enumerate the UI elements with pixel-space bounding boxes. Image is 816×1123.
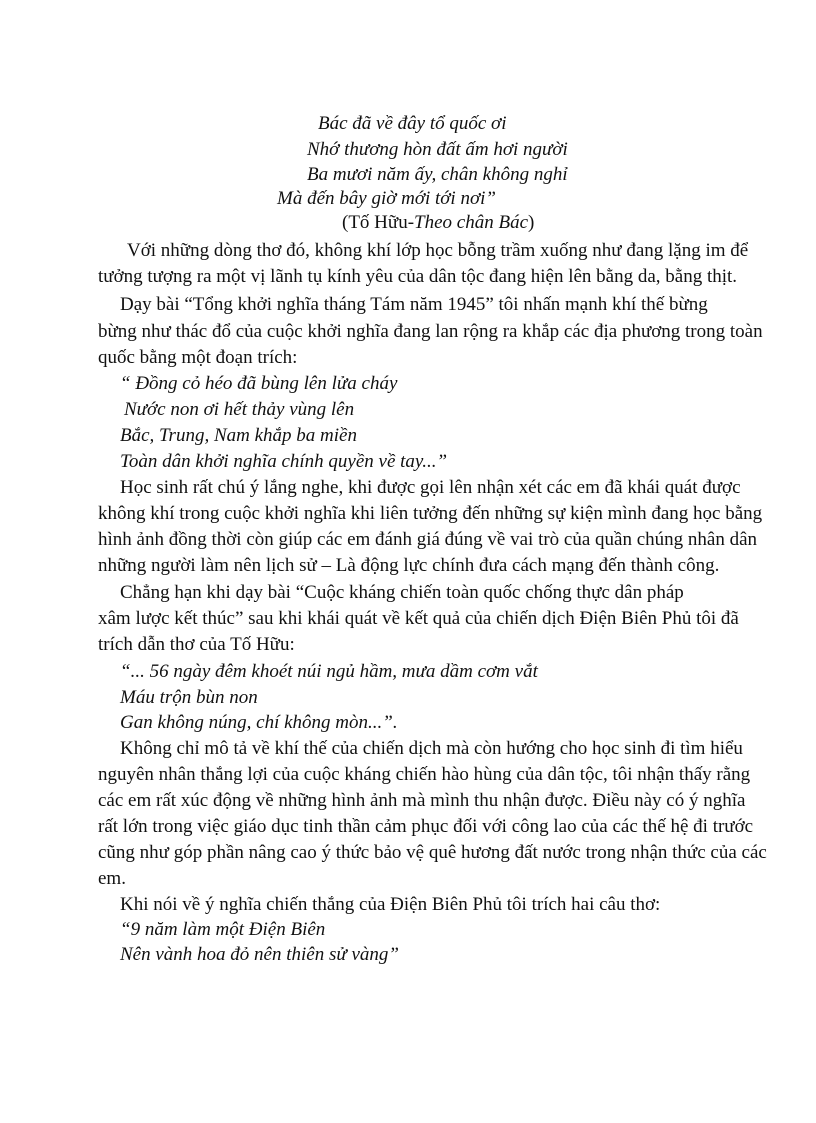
poem-line: “9 năm làm một Điện Biên — [120, 919, 326, 940]
attribution-author: (Tố Hữu- — [342, 212, 415, 233]
poem-line: Mà đến bây giờ mới tới nơi” — [277, 188, 496, 209]
attribution-close: ) — [528, 212, 535, 233]
paragraph-line: các em rất xúc động về những hình ảnh mà mình thu nhận được. Điều này có ý nghĩa — [98, 790, 746, 811]
paragraph-line: Khi nói về ý nghĩa chiến thắng của Điện Biên Phủ tôi trích hai câu thơ: — [120, 894, 661, 915]
poem-line: Ba mươi năm ấy, chân không nghỉ — [307, 164, 568, 185]
paragraph-line: Không chỉ mô tả về khí thế của chiến dịch mà còn hướng cho học sinh đi tìm hiểu — [120, 738, 743, 759]
paragraph-line: em. — [98, 868, 126, 889]
paragraph-line: những người làm nên lịch sử – Là động lực chính đưa cách mạng đến thành công. — [98, 555, 720, 576]
poem-line: Gan không núng, chí không mòn...”. — [120, 712, 398, 733]
poem-line: Bắc, Trung, Nam khắp ba miền — [120, 425, 357, 446]
poem-line: Nên vành hoa đỏ nên thiên sử vàng” — [120, 944, 399, 965]
attribution-work: Theo chân Bác — [414, 212, 529, 233]
paragraph-line: bừng như thác đổ của cuộc khởi nghĩa đang lan rộng ra khắp các địa phương trong toàn — [98, 321, 763, 342]
paragraph-line: rất lớn trong việc giáo dục tinh thần cảm phục đối với công lao của các thế hệ đi trước — [98, 816, 754, 837]
paragraph-line: Học sinh rất chú ý lắng nghe, khi được gọi lên nhận xét các em đã khái quát được — [120, 477, 741, 498]
poem-line: Nhớ thương hòn đất ấm hơi người — [307, 139, 568, 160]
paragraph-line: trích dẫn thơ của Tố Hữu: — [98, 634, 295, 655]
paragraph-line: nguyên nhân thắng lợi của cuộc kháng chiến hào hùng của dân tộc, tôi nhận thấy rằng — [98, 764, 751, 785]
paragraph-line: Chẳng hạn khi dạy bài “Cuộc kháng chiến toàn quốc chống thực dân pháp — [120, 582, 684, 603]
paragraph-line: Dạy bài “Tổng khởi nghĩa tháng Tám năm 1945” tôi nhấn mạnh khí thế bừng — [120, 294, 708, 315]
paragraph-line: xâm lược kết thúc” sau khi khái quát về kết quả của chiến dịch Điện Biên Phủ tôi đã — [98, 608, 739, 629]
paragraph-line: quốc bằng một đoạn trích: — [98, 347, 298, 368]
poem-line: Toàn dân khởi nghĩa chính quyền về tay...” — [120, 451, 448, 472]
poem-line: Bác đã về đây tổ quốc ơi — [318, 113, 507, 134]
paragraph-line: cũng như góp phần nâng cao ý thức bảo vệ quê hương đất nước trong nhận thức của các — [98, 842, 767, 863]
paragraph-line: không khí trong cuộc khởi nghĩa khi liên tưởng đến những sự kiện mình đang học bằng — [98, 503, 763, 524]
poem-line: Máu trộn bùn non — [120, 687, 258, 708]
paragraph-line: tưởng tượng ra một vị lãnh tụ kính yêu của dân tộc đang hiện lên bằng da, bằng thịt. — [98, 266, 738, 287]
poem-line: Nước non ơi hết thảy vùng lên — [124, 399, 355, 420]
poem-attribution — [342, 211, 534, 235]
paragraph-line: Với những dòng thơ đó, không khí lớp học bỗng trầm xuống như đang lặng im để — [127, 240, 749, 261]
paragraph-line: hình ảnh đồng thời còn giúp các em đánh giá đúng về vai trò của quần chúng nhân dân — [98, 529, 758, 550]
poem-line: “ Đồng cỏ héo đã bùng lên lửa cháy — [120, 373, 398, 394]
poem-line: “... 56 ngày đêm khoét núi ngủ hầm, mưa dầm cơm vắt — [120, 661, 538, 682]
